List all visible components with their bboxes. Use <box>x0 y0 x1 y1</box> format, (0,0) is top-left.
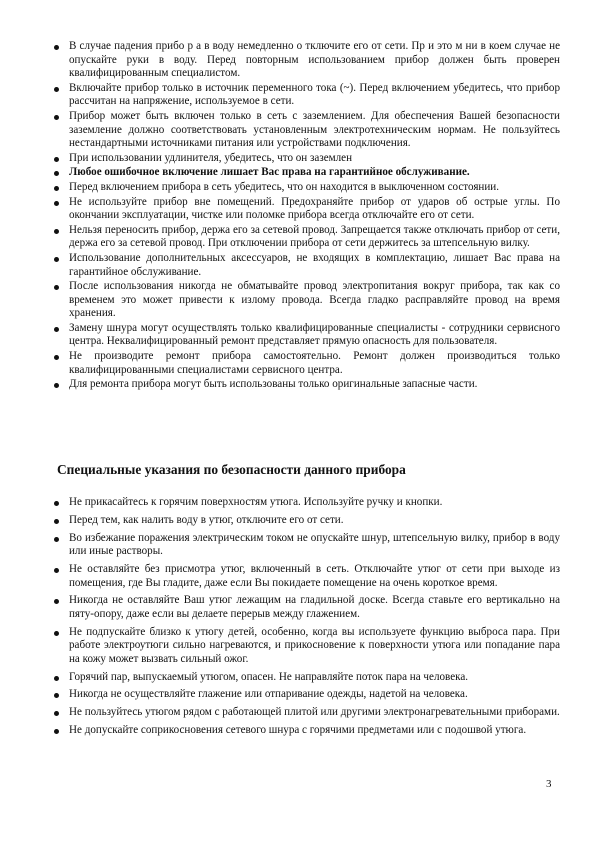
list-item: Не используйте прибор вне помещений. Предохраняйте прибор от ударов об острые углы. По окончании эксплуатации, чистке или поломке прибора всегда отключайте его от сети. <box>52 196 560 223</box>
bullet-icon <box>54 693 59 698</box>
list-item: После использования никогда не обматывайте провод электропитания вокруг прибора, так как со временем это может привести к излому провода. Всегда гладко расправляйте провод на время хранения. <box>52 280 560 321</box>
list-item: Во избежание поражения электрическим током не опускайте шнур, штепсельную вилку, прибор в воду или иные растворы. <box>52 532 560 559</box>
list-item: Не подпускайте близко к утюгу детей, особенно, когда вы используете функцию выброса пара. При работе электроутюги сильно нагреваются, и прикосновение к поверхности утюга или попадание пара на кожу может вызвать сильный ожог. <box>52 626 560 667</box>
bullet-icon <box>54 87 59 92</box>
bullet-icon <box>54 115 59 120</box>
list-item: Не прикасайтесь к горячим поверхностям утюга. Используйте ручку и кнопки. <box>52 496 560 510</box>
special-safety-list <box>52 496 560 742</box>
page-number: 3 <box>546 778 552 790</box>
general-safety-list <box>52 40 560 393</box>
list-item: Прибор может быть включен только в сеть с заземлением. Для обеспечения Вашей безопасности заземление должно соответствовать установленным электротехническим нормам. Не пользуйтесь нестандартными источниками питания или устройствами подключения. <box>52 110 560 151</box>
bullet-icon <box>54 383 59 388</box>
list-item: Не производите ремонт прибора самостоятельно. Ремонт должен производиться только квалифицированными специалистами сервисного центра. <box>52 350 560 377</box>
bullet-icon <box>54 157 59 162</box>
list-item: Замену шнура могут осуществлять только квалифицированные специалисты - сотрудники сервисного центра. Неквалифицированный ремонт представляет прямую опасность для пользователя. <box>52 322 560 349</box>
bullet-icon <box>54 729 59 734</box>
bullet-icon <box>54 501 59 506</box>
list-item: Не пользуйтесь утюгом рядом с работающей плитой или другими электронагревательными приборами. <box>52 706 560 720</box>
bullet-icon <box>54 355 59 360</box>
bullet-icon <box>54 711 59 716</box>
list-item: При использовании удлинителя, убедитесь, что он заземлен <box>52 152 560 166</box>
list-item: Горячий пар, выпускаемый утюгом, опасен. Не направляйте поток пара на человека. <box>52 671 560 685</box>
bullet-icon <box>54 45 59 50</box>
list-item: В случае падения прибо р а в воду немедленно о тключите его от сети. Пр и это м ни в коем случае не опускайте руки в воду. Перед повторным использованием прибор должен быть проверен квалифицированным специалистом. <box>52 40 560 81</box>
bullet-icon <box>54 599 59 604</box>
list-item: Никогда не оставляйте Ваш утюг лежащим на гладильной доске. Всегда ставьте его вертикально на пяту-опору, даже если вы делаете перерыв между глажением. <box>52 594 560 621</box>
bullet-icon <box>54 186 59 191</box>
list-item: Не оставляйте без присмотра утюг, включенный в сеть. Отключайте утюг от сети при выходе из помещения, где Вы гладите, даже если Вы покидаете помещение на очень короткое время. <box>52 563 560 590</box>
bullet-icon <box>54 201 59 206</box>
bullet-icon <box>54 171 59 176</box>
section-heading: Специальные указания по безопасности данного прибора <box>57 462 406 477</box>
bullet-icon <box>54 631 59 636</box>
bullet-icon <box>54 285 59 290</box>
bullet-icon <box>54 676 59 681</box>
list-item: Перед включением прибора в сеть убедитесь, что он находится в выключенном состоянии. <box>52 181 560 195</box>
list-item: Перед тем, как налить воду в утюг, отключите его от сети. <box>52 514 560 528</box>
list-item: Использование дополнительных аксессуаров, не входящих в комплектацию, лишает Вас права на гарантийное обслуживание. <box>52 252 560 279</box>
list-item: Включайте прибор только в источник переменного тока (~). Перед включением убедитесь, что прибор рассчитан на напряжение, используемое в сети. <box>52 82 560 109</box>
list-item: Для ремонта прибора могут быть использованы только оригинальные запасные части. <box>52 378 560 392</box>
bullet-icon <box>54 257 59 262</box>
bullet-icon <box>54 568 59 573</box>
list-item: Не допускайте соприкосновения сетевого шнура с горячими предметами или с подошвой утюга. <box>52 724 560 738</box>
bullet-icon <box>54 327 59 332</box>
bullet-icon <box>54 229 59 234</box>
bullet-icon <box>54 519 59 524</box>
list-item: Никогда не осуществляйте глажение или отпаривание одежды, надетой на человека. <box>52 688 560 702</box>
warranty-warning-item: Любое ошибочное включение лишает Вас права на гарантийное обслуживание. <box>52 166 560 180</box>
list-item: Нельзя переносить прибор, держа его за сетевой провод. Запрещается также отключать прибор от сети, держа его за сетевой провод. При отключении прибора от сети держитесь за штепсельную вилку. <box>52 224 560 251</box>
bullet-icon <box>54 537 59 542</box>
